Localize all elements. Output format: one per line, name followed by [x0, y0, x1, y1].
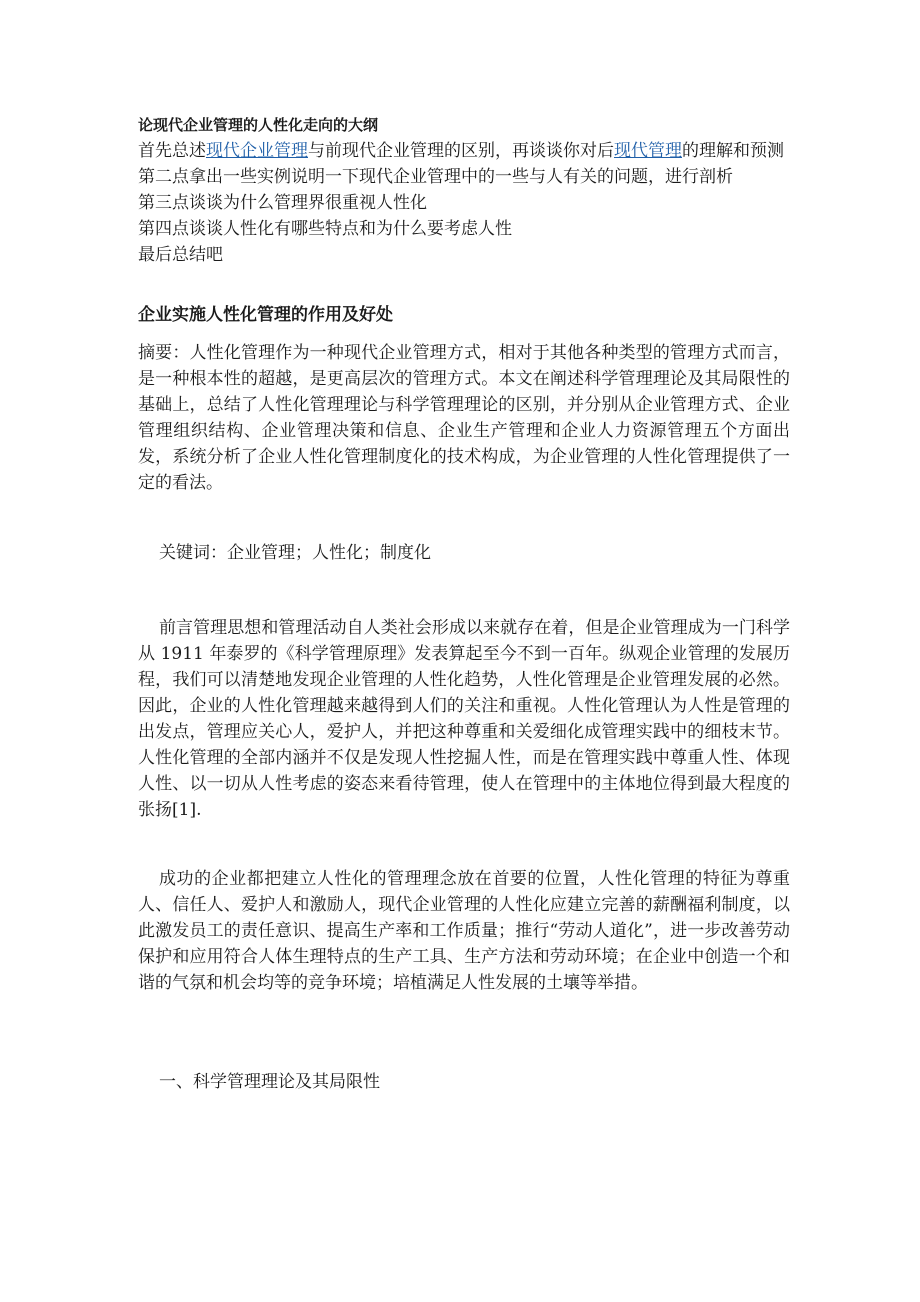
outline-line-4: 第四点谈谈人性化有哪些特点和为什么要考虑人性 — [138, 219, 512, 239]
section-heading-1: 一、科学管理理论及其局限性 — [159, 1072, 380, 1092]
keywords-paragraph: 关键词：企业管理；人性化；制度化 — [159, 543, 431, 563]
success-paragraph: 成功的企业都把建立人性化的管理理念放在首要的位置，人性化管理的特征为尊重人、信任人、爱护人和激励人，现代企业管理的人性化应建立完善的薪酬福利制度，以此激发员工的责任意识、提高生产率和工作质量；推行“劳动人道化”，进一步改善劳动保护和应用符合人体生理特点的生产工具、生产方法和劳动环境；在企业中创造一个和谐的气氛和机会均等的竞争环境；培植满足人性发展的土壤等举措。 — [138, 869, 790, 993]
outline-line-1 — [138, 138, 790, 164]
link-modern-enterprise-management[interactable]: 现代企业管理 — [206, 141, 308, 161]
outline-line-1-post: 的理解和预测 — [682, 141, 784, 161]
outline-line-3: 第三点谈谈为什么管理界很重视人性化 — [138, 193, 427, 213]
outline-line-1-pre: 首先总述 — [138, 141, 206, 161]
outline-line-1-mid: 与前现代企业管理的区别，再谈谈你对后 — [308, 141, 614, 161]
abstract-paragraph: 摘要：人性化管理作为一种现代企业管理方式，相对于其他各种类型的管理方式而言，是一种根本性的超越，是更高层次的管理方式。本文在阐述科学管理理论及其局限性的基础上，总结了人性化管理理论与科学管理理论的区别，并分别从企业管理方式、企业管理组织结构、企业管理决策和信息、企业生产管理和企业人力资源管理五个方面出发，系统分析了企业人性化管理制度化的技术构成，为企业管理的人性化管理提供了一定的看法。 — [138, 343, 790, 493]
link-modern-management[interactable]: 现代管理 — [614, 141, 682, 161]
outline-title: 论现代企业管理的人性化走向的大纲 — [138, 116, 379, 134]
outline-line-2: 第二点拿出一些实例说明一下现代企业管理中的一些与人有关的问题，进行剖析 — [138, 167, 733, 187]
outline-list — [138, 138, 790, 268]
outline-line-5: 最后总结吧 — [138, 245, 223, 265]
article-title: 企业实施人性化管理的作用及好处 — [138, 305, 393, 325]
intro-paragraph: 前言管理思想和管理活动自人类社会形成以来就存在着，但是企业管理成为一门科学从 1911 年泰罗的《科学管理原理》发表算起至今不到一百年。纵观企业管理的发展历程，我们可以清楚地发现企业管理的人性化趋势，人性化管理是企业管理发展的必然。因此，企业的人性化管理越来越得到人们的关注和重视。人性化管理认为人性是管理的出发点，管理应关心人，爱护人，并把这种尊重和关爱细化成管理实践中的细枝末节。人性化管理的全部内涵并不仅是发现人性挖掘人性，而是在管理实践中尊重人性、体现人性、以一切从人性考虑的姿态来看待管理，使人在管理中的主体地位得到最大程度的张扬[1]. — [138, 618, 790, 820]
